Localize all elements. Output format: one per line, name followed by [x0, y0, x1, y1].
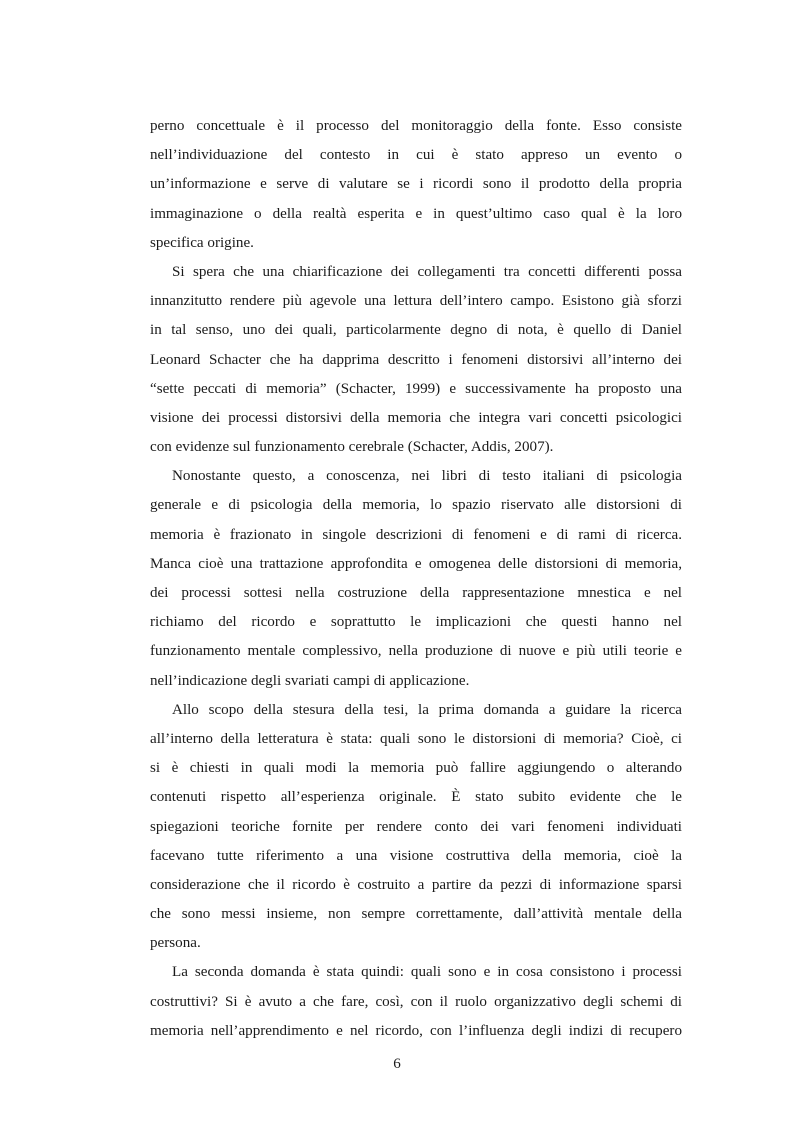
paragraph-1-line-5: specifica origine.: [150, 234, 254, 251]
paragraph-5-line-1: La seconda domanda è stata quindi: quali sono e in cosa consistono i processi: [172, 964, 682, 981]
paragraph-3-line-5: dei processi sottesi nella costruzione della rappresentazione mnestica e nel: [150, 585, 682, 601]
paragraph-3-line-2: generale e di psicologia della memoria, lo spazio riservato alle distorsioni di: [150, 497, 682, 514]
paragraph-5-line-2: costruttivi? Si è avuto a che fare, così, con il ruolo organizzativo degli schemi di: [150, 993, 682, 1010]
paragraph-4-line-6: facevano tutte riferimento a una visione costruttiva della memoria, cioè la: [150, 847, 682, 864]
paragraph-2-line-2: innanzitutto rendere più agevole una lettura dell’intero campo. Esistono già sforzi: [150, 293, 682, 310]
paragraph-4-line-1: Allo scopo della stesura della tesi, la prima domanda a guidare la ricerca: [172, 701, 682, 718]
paragraph-3-line-4: Manca cioè una trattazione approfondita e omogenea delle distorsioni di memoria,: [150, 555, 682, 572]
paragraph-5-line-3: memoria nell’apprendimento e nel ricordo, con l’influenza degli indizi di recupero: [150, 1022, 682, 1039]
paragraph-2-line-7: con evidenze sul funzionamento cerebrale (Schacter, Addis, 2007).: [150, 439, 554, 456]
paragraph-3-line-8: nell’indicazione degli svariati campi di applicazione.: [150, 672, 470, 689]
paragraph-3-line-1: Nonostante questo, a conoscenza, nei libri di testo italiani di psicologia: [172, 468, 682, 485]
paragraph-4-line-7: considerazione che il ricordo è costruito a partire da pezzi di informazione sparsi: [150, 876, 682, 893]
paragraph-2-line-3: in tal senso, uno dei quali, particolarmente degno di nota, è quello di Daniel: [150, 322, 682, 339]
paragraph-1-line-1: perno concettuale è il processo del monitoraggio della fonte. Esso consiste: [150, 118, 682, 134]
paragraph-2-line-4: Leonard Schacter che ha dapprima descritto i fenomeni distorsivi all’interno dei: [150, 351, 682, 368]
paragraph-4-line-8: che sono messi insieme, non sempre correttamente, dall’attività mentale della: [150, 906, 682, 923]
body-text: [150, 112, 682, 1046]
paragraph-4-line-2: all’interno della letteratura è stata: quali sono le distorsioni di memoria? Cioè, ci: [150, 730, 682, 747]
paragraph-1-line-3: un’informazione e serve di valutare se i ricordi sono il prodotto della propria: [150, 176, 682, 193]
paragraph-3-line-3: memoria è frazionato in singole descrizioni di fenomeni e di rami di ricerca.: [150, 526, 682, 543]
paragraph-2-line-5: “sette peccati di memoria” (Schacter, 1999) e successivamente ha proposto una: [150, 380, 682, 397]
paragraph-1-line-4: immaginazione o della realtà esperita e in quest’ultimo caso qual è la loro: [150, 205, 682, 222]
paragraph-1-line-2: nell’individuazione del contesto in cui è stato appreso un evento o: [150, 147, 682, 164]
paragraph-2-line-6: visione dei processi distorsivi della memoria che integra vari concetti psicologici: [150, 409, 682, 426]
paragraph-3-line-6: richiamo del ricordo e soprattutto le implicazioni che questi hanno nel: [150, 614, 682, 631]
paragraph-4-line-4: contenuti rispetto all’esperienza originale. È stato subito evidente che le: [150, 789, 682, 806]
paragraph-4-line-3: si è chiesti in quali modi la memoria può fallire aggiungendo o alterando: [150, 760, 682, 777]
paragraph-4-line-5: spiegazioni teoriche fornite per rendere conto dei vari fenomeni individuati: [150, 818, 682, 835]
page-number: 6: [393, 1056, 401, 1072]
paragraph-3-line-7: funzionamento mentale complessivo, nella produzione di nuove e più utili teorie e: [150, 643, 682, 660]
paragraph-4-line-9: persona.: [150, 935, 201, 952]
paragraph-2-line-1: Si spera che una chiarificazione dei collegamenti tra concetti differenti possa: [172, 263, 682, 280]
